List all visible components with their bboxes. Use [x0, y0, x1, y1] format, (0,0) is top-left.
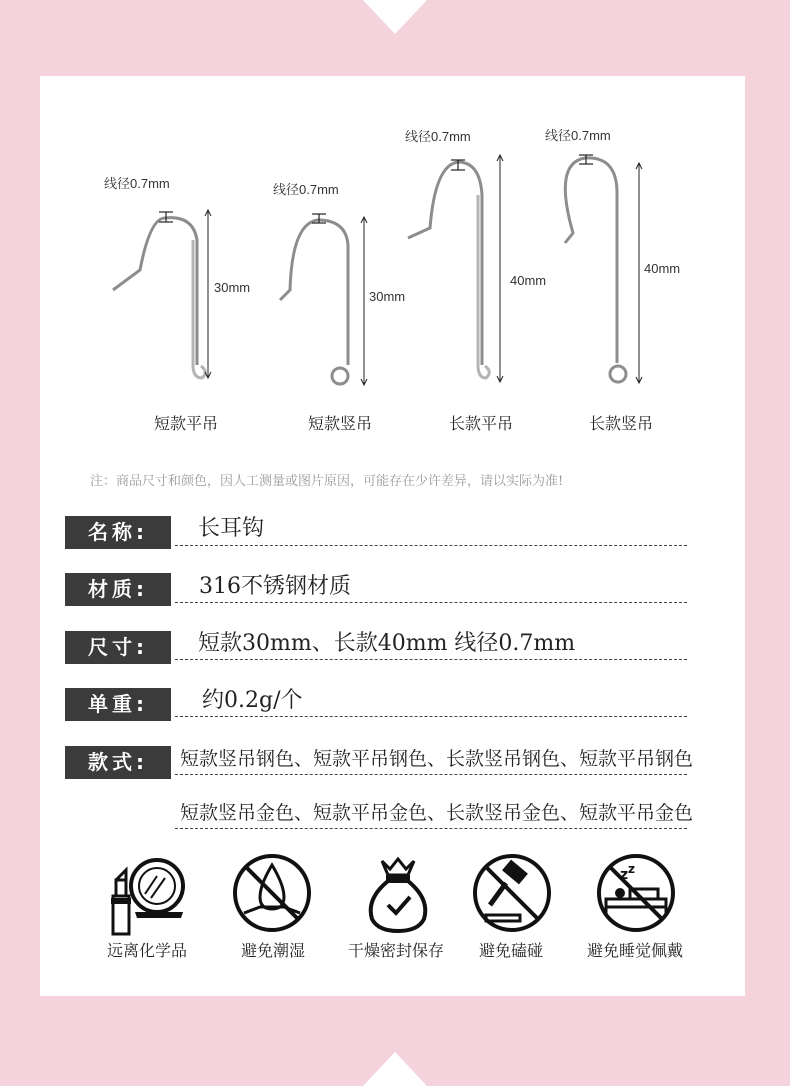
length-label: 30mm	[369, 289, 406, 304]
wire-diameter-label: 线径0.7mm	[273, 182, 339, 197]
care-label: 避免磕碰	[478, 941, 543, 960]
length-label: 40mm	[644, 261, 681, 276]
spec-material-value: 316不锈钢材质	[199, 574, 351, 599]
spec-style-label: 款式:	[65, 746, 171, 779]
divider	[175, 602, 687, 603]
spec-size-value: 短款30mm、长款40mm 线径0.7mm	[198, 631, 576, 656]
hook-name: 长款竖吊	[588, 414, 653, 433]
care-label: 避免潮湿	[240, 941, 305, 960]
top-notch	[363, 0, 427, 34]
spec-name-value: 长耳钩	[198, 516, 265, 541]
spec-material-label: 材质:	[65, 573, 171, 606]
spec-style-value-line2: 短款竖吊金色、短款平吊金色、长款竖吊金色、短款平吊金色	[180, 802, 694, 824]
length-label: 30mm	[214, 280, 251, 295]
disclaimer-note: 注：商品尺寸和颜色，因人工测量或图片原因，可能存在少许差异，请以实际为准!	[90, 474, 564, 489]
divider	[175, 545, 687, 546]
care-label: 干燥密封保存	[347, 941, 444, 960]
hook-name: 长款平吊	[448, 414, 513, 433]
svg-text:z: z	[620, 867, 629, 883]
spec-weight-label: 单重:	[65, 688, 171, 721]
care-label: 避免睡觉佩戴	[586, 941, 683, 960]
divider	[175, 659, 687, 660]
wire-diameter-label: 线径0.7mm	[545, 128, 611, 143]
no-water-icon	[230, 851, 314, 935]
svg-text:z: z	[628, 862, 635, 876]
spec-name-label: 名称:	[65, 516, 171, 549]
hook-name: 短款竖吊	[307, 414, 372, 433]
divider	[175, 828, 687, 829]
lipstick-mirror-icon	[105, 856, 189, 940]
care-label: 远离化学品	[106, 941, 187, 960]
sealed-bag-icon	[356, 853, 440, 937]
spec-size-label: 尺寸:	[65, 631, 171, 664]
divider	[175, 716, 687, 717]
wire-diameter-label: 线径0.7mm	[104, 176, 170, 191]
bottom-notch	[363, 1052, 427, 1086]
no-sleep-icon	[594, 851, 678, 935]
divider	[175, 774, 687, 775]
hook-name: 短款平吊	[153, 414, 218, 433]
length-label: 40mm	[510, 273, 547, 288]
spec-weight-value: 约0.2g/个	[202, 688, 303, 713]
wire-diameter-label: 线径0.7mm	[405, 129, 471, 144]
short-flat-hook-image	[105, 200, 265, 390]
spec-style-value-line1: 短款竖吊钢色、短款平吊钢色、长款竖吊钢色、短款平吊钢色	[180, 748, 694, 770]
long-flat-hook-image	[400, 150, 540, 390]
no-hammer-icon	[470, 851, 554, 935]
